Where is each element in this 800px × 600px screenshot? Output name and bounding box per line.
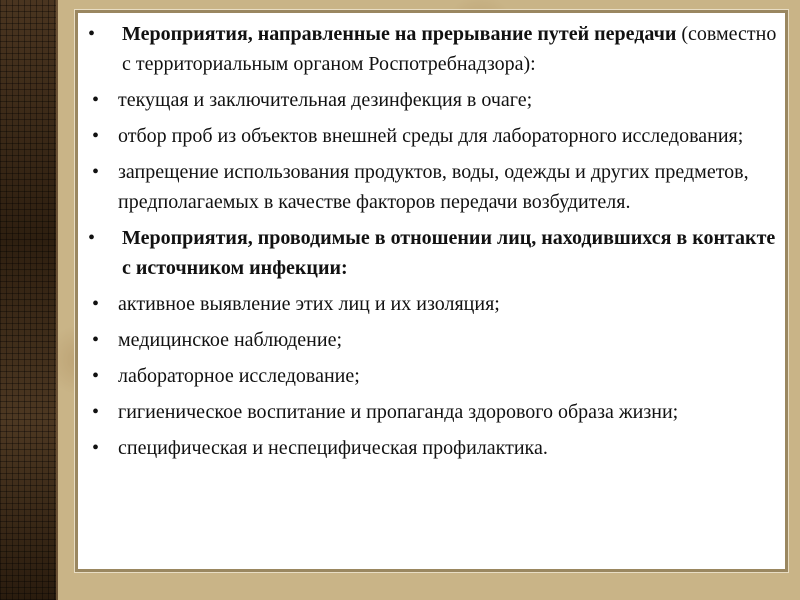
- list-item: [92, 397, 779, 427]
- bullet-mark: •: [92, 401, 100, 423]
- heading-contact-measures: [88, 223, 779, 283]
- bullet-mark: •: [92, 329, 100, 351]
- list-item: [92, 121, 779, 151]
- bullet-mark: •: [92, 293, 100, 315]
- bullet-mark: •: [92, 365, 100, 387]
- bullet-mark: •: [92, 437, 100, 459]
- list-item-text: гигиеническое воспитание и пропаганда здорового образа жизни;: [118, 401, 679, 423]
- heading-bold-text: Мероприятия, проводимые в отношении лиц, находившихся в контакте с источником инфекции:: [122, 227, 776, 279]
- list-item-text: медицинское наблюдение;: [118, 329, 343, 351]
- slide-text: [84, 19, 779, 463]
- bullet-mark: •: [92, 89, 100, 111]
- list-item-text: текущая и заключительная дезинфекция в очаге;: [118, 89, 533, 111]
- heading-transmission-measures: [88, 19, 779, 79]
- bullet-mark: •: [88, 23, 96, 45]
- heading-bold-text: Мероприятия, направленные на прерывание путей передачи: [122, 23, 677, 45]
- left-decorative-band: [0, 0, 58, 600]
- list-item-text: специфическая и неспецифическая профилактика.: [118, 437, 548, 459]
- list-item: [92, 157, 779, 217]
- list-item-text: лабораторное исследование;: [118, 365, 360, 387]
- list-item: [92, 325, 779, 355]
- slide-content-panel: [78, 13, 785, 569]
- list-item: [92, 289, 779, 319]
- list-item-text: активное выявление этих лиц и их изоляция;: [118, 293, 500, 315]
- list-item: [92, 361, 779, 391]
- list-item-text: отбор проб из объектов внешней среды для лабораторного исследования;: [118, 125, 744, 147]
- list-item: [92, 85, 779, 115]
- list-item: [92, 433, 779, 463]
- bullet-mark: •: [92, 161, 100, 183]
- heading-normal-text: (совместно с территориальным органом Роспотребнадзора):: [122, 23, 777, 75]
- list-item-text: запрещение использования продуктов, воды, одежды и других предметов, предполагаемых в качестве факторов передачи возбудителя.: [118, 161, 749, 213]
- bullet-mark: •: [88, 227, 96, 249]
- bullet-mark: •: [92, 125, 100, 147]
